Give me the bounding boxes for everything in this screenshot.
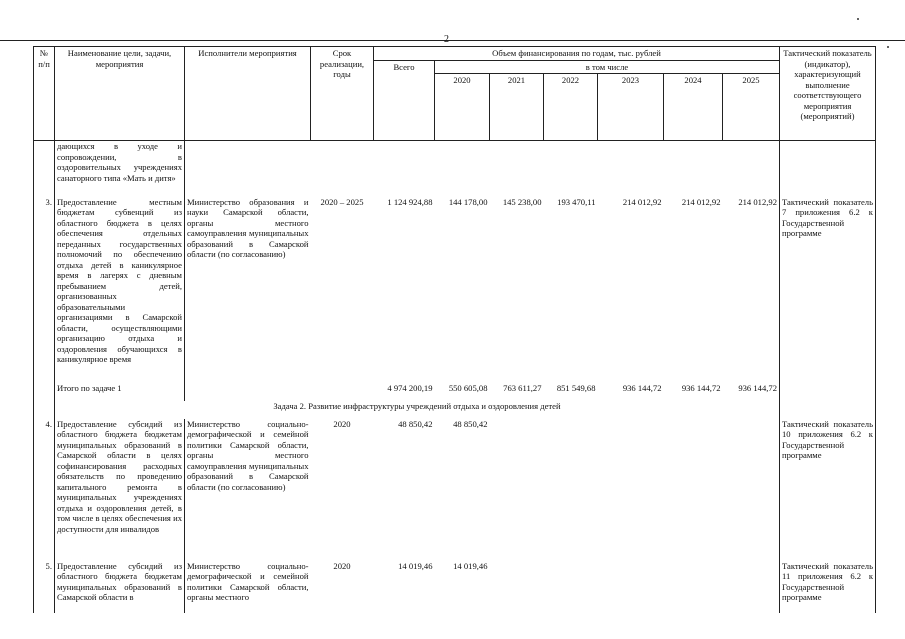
scan-dot	[887, 46, 889, 48]
total-value: 550 605,08	[448, 382, 488, 393]
header-executors: Исполнители мероприятия	[185, 47, 311, 141]
row-num: 3.	[34, 197, 55, 383]
row-executors: Министерство образования и науки Самарской области, органы местного самоуправления муниципальных образований в Самарской области (по согласованию)	[187, 196, 309, 259]
row-executors: Министерство социально-демографической и семейной политики Самарской области, органы местного	[187, 560, 309, 602]
row-total: 1 124 924,88	[387, 196, 433, 207]
financing-table	[33, 46, 876, 613]
header-name: Наименование цели, задачи, мероприятия	[55, 47, 185, 141]
header-year: 2025	[723, 74, 780, 141]
header-num: № п/п	[34, 47, 55, 141]
total-sum: 4 974 200,19	[387, 382, 433, 393]
row-term: 2020	[333, 560, 351, 571]
row-term: 2020 – 2025	[320, 196, 364, 207]
header-year: 2024	[664, 74, 723, 141]
row-value: 214 012,92	[681, 196, 721, 207]
header-term: Срок реализации, годы	[311, 47, 374, 141]
header-year: 2020	[435, 74, 490, 141]
row-term: 2020	[333, 418, 351, 429]
row-value: 214 012,92	[622, 196, 662, 207]
row-total: 14 019,46	[398, 560, 433, 571]
row-name: Предоставление субсидий из областного бюджета бюджетам муниципальных образований в Самарской области в целях софинансирования расходных обязательств по проведению капитального ремонта в муниципальных учреждениях отдыха и оздоровления детей, в том числе в целях обеспечения их доступности для инвалидов	[55, 419, 185, 561]
row-value: 14 019,46	[453, 560, 488, 571]
header-year: 2021	[490, 74, 544, 141]
row-num: 4.	[34, 419, 55, 561]
scan-dot	[857, 18, 859, 20]
header-indicator: Тактический показатель (индикатор), характеризующий выполнение соответствующего мероприятия (мероприятий)	[780, 47, 876, 141]
row-indicator: Тактический показатель 7 приложения 6.2 к Государственной программе	[780, 197, 876, 383]
row-name: Предоставление местным бюджетам субвенций из областного бюджета в целях обеспечения отдельных переданных государственных полномочий по обеспечению отдыха детей в каникулярное время в лагерях с дневным пребыванием детей, организованных образовательными организациями в Самарской области, осуществляющими организацию отдыха и оздоровления обучающихся в каникулярное время	[55, 197, 185, 383]
header-rule	[0, 40, 905, 41]
row-value: 193 470,11	[557, 196, 596, 207]
row-value: 48 850,42	[453, 418, 488, 429]
header-including: в том числе	[435, 60, 780, 74]
total-label: Итого по задаче 1	[55, 383, 185, 401]
task-title: Задача 2. Развитие инфраструктуры учреждений отдыха и оздоровления детей	[55, 401, 780, 419]
total-value: 936 144,72	[681, 382, 721, 393]
total-value: 936 144,72	[738, 382, 777, 393]
total-value: 763 611,27	[503, 382, 542, 393]
row-num: 5.	[34, 561, 55, 613]
total-row	[34, 383, 876, 401]
total-value: 851 549,68	[556, 382, 596, 393]
header-financing: Объем финансирования по годам, тыс. рублей	[374, 47, 780, 61]
table-row	[34, 561, 876, 613]
header-year: 2022	[544, 74, 598, 141]
row-value: 144 178,00	[448, 196, 488, 207]
row-value: 214 012,92	[738, 196, 777, 207]
row-executors: Министерство социально-демографической и семейной политики Самарской области, органы местного самоуправления муниципальных образований в Самарской области (по согласованию)	[187, 418, 309, 492]
row-total: 48 850,42	[398, 418, 433, 429]
table-row	[34, 419, 876, 561]
table-row	[34, 197, 876, 383]
row-value: 145 238,00	[502, 196, 542, 207]
header-year: 2023	[598, 74, 664, 141]
continuation-text: дающихся в уходе и сопровождении, в оздоровительных учреждениях санаторного типа «Мать и дитя»	[55, 141, 185, 197]
header-total: Всего	[374, 60, 435, 141]
row-name: Предоставление субсидий из областного бюджета бюджетам муниципальных образований в Самарской области в	[55, 561, 185, 613]
total-value: 936 144,72	[622, 382, 662, 393]
row-indicator: Тактический показатель 11 приложения 6.2 к Государственной программе	[780, 561, 876, 613]
row-indicator: Тактический показатель 10 приложения 6.2 к Государственной программе	[780, 419, 876, 561]
